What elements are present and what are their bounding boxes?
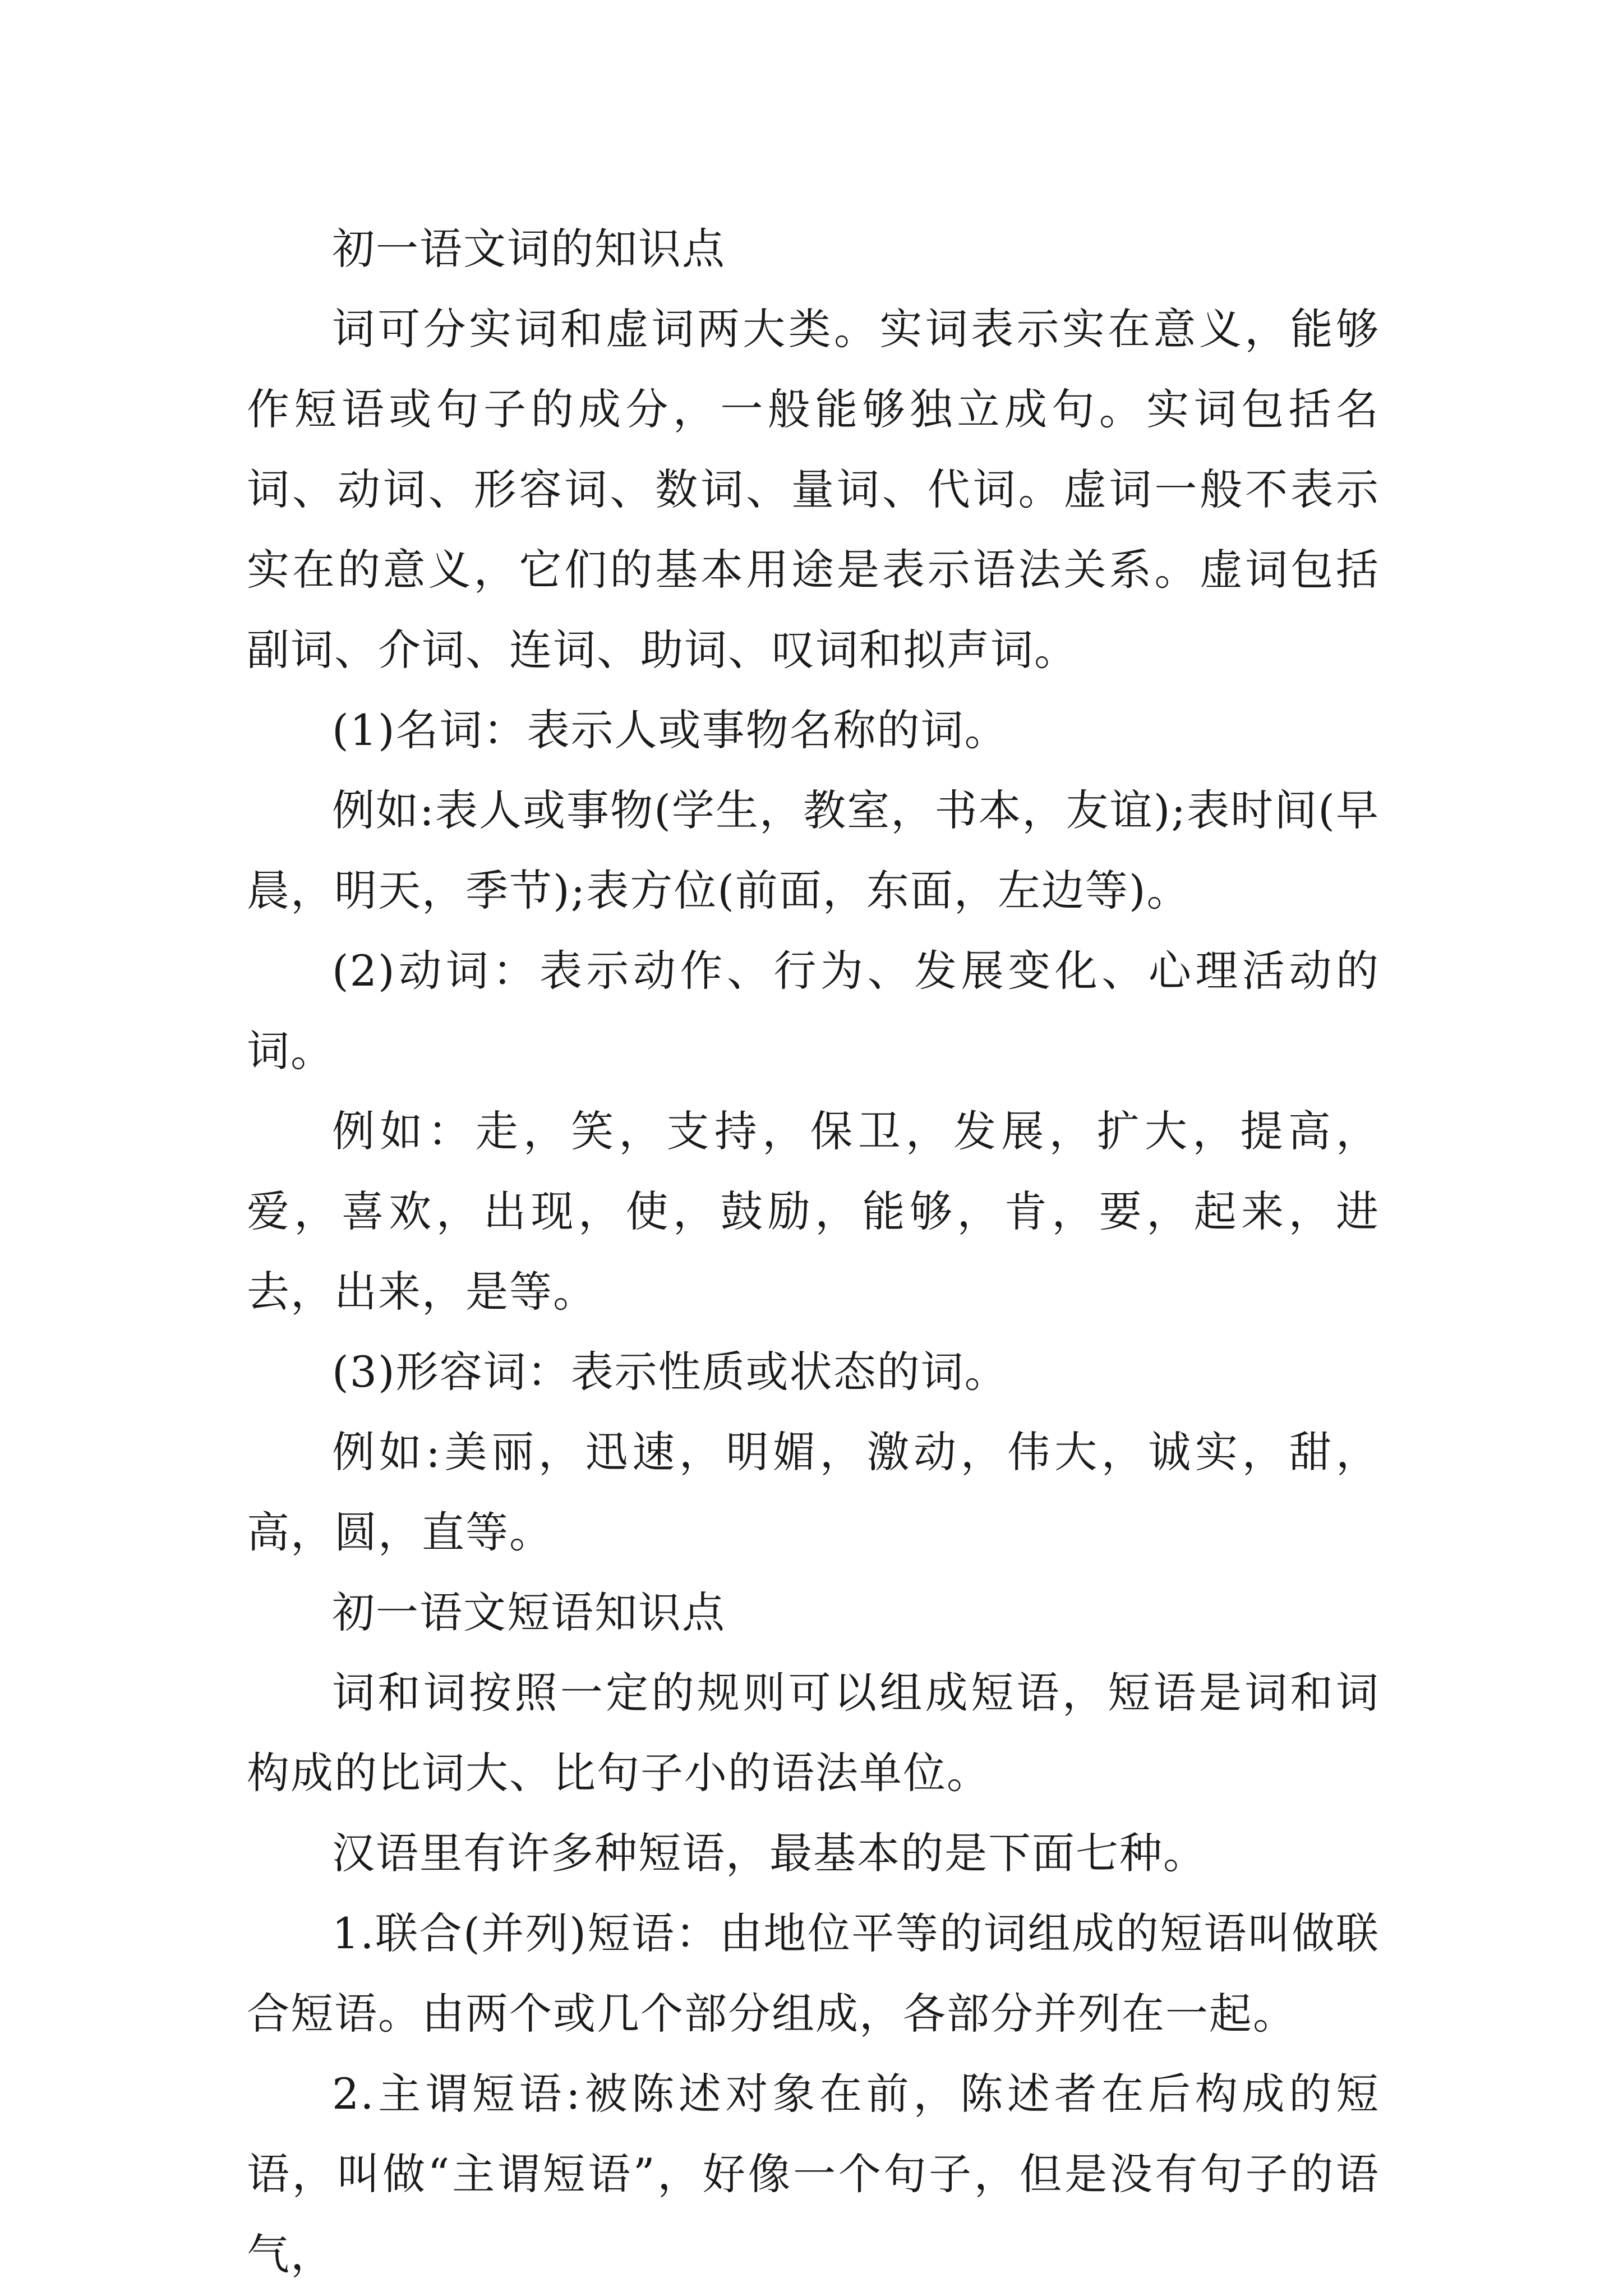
paragraph-subject-predicate-phrase: 2.主谓短语:被陈述对象在前，陈述者在后构成的短语，叫做“主谓短语”，好像一个句子，但是没有句子的语气， bbox=[247, 2069, 1380, 2279]
paragraph-coordinate-phrase: 1.联合(并列)短语：由地位平等的词组成的短语叫做联合短语。由两个或几个部分组成，各部分并列在一起。 bbox=[247, 1908, 1380, 2039]
paragraph-word-classes: 词可分实词和虚词两大类。实词表示实在意义，能够作短语或句子的成分，一般能够独立成句。实词包括名词、动词、形容词、数词、量词、代词。虚词一般不表示实在的意义，它们的基本用途是表示语法关系。虚词包括副词、介词、连词、助词、叹词和拟声词。 bbox=[247, 304, 1380, 675]
paragraph-noun-examples: 例如:表人或事物(学生，教室，书本，友谊);表时间(早晨，明天，季节);表方位(前面，东面，左边等)。 bbox=[247, 785, 1380, 915]
section-heading-words: 初一语文词的知识点 bbox=[332, 224, 726, 274]
paragraph-verb-examples: 例如：走，笑，支持，保卫，发展，扩大，提高，爱，喜欢，出现，使，鼓励，能够，肯，要，起来，进去，出来，是等。 bbox=[247, 1106, 1380, 1317]
paragraph-verb-definition: (2)动词：表示动作、行为、发展变化、心理活动的词。 bbox=[247, 946, 1380, 1076]
document-body bbox=[247, 209, 1380, 2294]
section-heading-phrases: 初一语文短语知识点 bbox=[332, 1588, 726, 1637]
paragraph-adjective-definition: (3)形容词：表示性质或状态的词。 bbox=[332, 1347, 1008, 1397]
paragraph-phrase-types-intro: 汉语里有许多种短语，最基本的是下面七种。 bbox=[332, 1828, 1207, 1878]
paragraph-adjective-examples: 例如:美丽，迅速，明媚，激动，伟大，诚实，甜，高，圆，直等。 bbox=[247, 1427, 1380, 1557]
paragraph-phrase-definition: 词和词按照一定的规则可以组成短语，短语是词和词构成的比词大、比句子小的语法单位。 bbox=[247, 1668, 1380, 1798]
paragraph-noun-definition: (1)名词：表示人或事物名称的词。 bbox=[332, 705, 1008, 755]
